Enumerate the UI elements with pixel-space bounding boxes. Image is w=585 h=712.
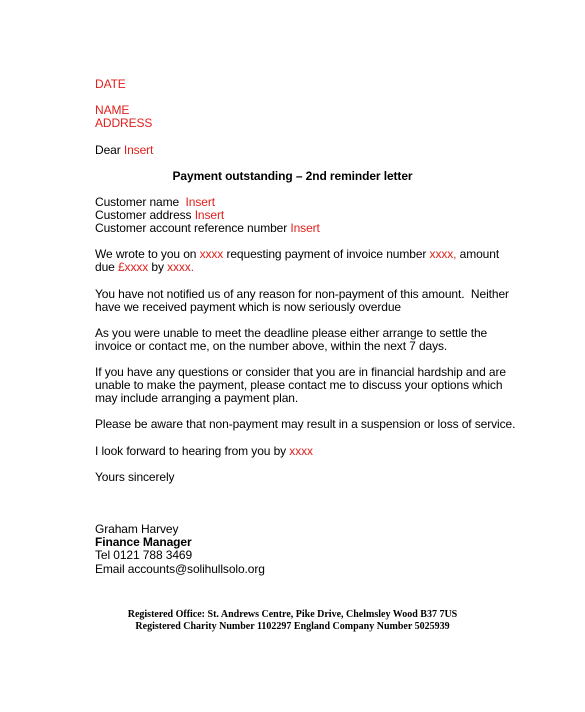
paragraph-6 — [95, 445, 313, 458]
date-placeholder: DATE — [95, 77, 126, 91]
p1-text-by: by — [148, 260, 168, 274]
paragraph-4-line-3: may include arranging a payment plan. — [95, 391, 299, 405]
customer-ref-insert: Insert — [290, 221, 320, 235]
closing: Yours sincerely — [95, 470, 175, 484]
p1-text-e: amount — [456, 247, 500, 261]
p6-date-insert: xxxx — [289, 444, 313, 458]
customer-ref-label: Customer account reference number — [95, 221, 291, 235]
paragraph-4-line-2: unable to make the payment, please contact me to discuss your options which — [95, 378, 503, 392]
p1-date-insert: xxxx — [199, 247, 224, 261]
p1-amount-insert: £xxxx — [117, 260, 149, 274]
address-placeholder: ADDRESS — [95, 116, 153, 130]
name-placeholder: NAME — [95, 103, 130, 117]
footer-registration-numbers: Registered Charity Number 1102297 England Company Number 5025939 — [135, 621, 450, 632]
paragraph-5: Please be aware that non-payment may result in a suspension or loss of service. — [95, 417, 516, 431]
signature-tel: Tel 0121 788 3469 — [95, 548, 193, 562]
paragraph-3-line-1: As you were unable to meet the deadline please either arrange to settle the — [95, 326, 488, 340]
customer-name-insert: Insert — [185, 195, 215, 209]
paragraph-3-line-2: invoice or contact me, on the number above, within the next 7 days. — [95, 339, 448, 353]
greeting-insert: Insert — [123, 143, 154, 157]
paragraph-2-line-1: You have not notified us of any reason for non-payment of this amount. Neither — [95, 287, 509, 301]
p6-text: I look forward to hearing from you by — [95, 444, 290, 458]
greeting-text: Dear — [95, 143, 124, 157]
paragraph-2-line-2: have we received payment which is now seriously overdue — [95, 300, 401, 314]
customer-address-insert: Insert — [194, 208, 225, 222]
paragraph-1-line-2 — [95, 261, 194, 274]
signature-title: Finance Manager — [95, 535, 192, 549]
greeting — [95, 144, 153, 157]
customer-address-label: Customer address — [95, 208, 195, 222]
signature-email: Email accounts@solihullsolo.org — [95, 562, 265, 576]
p1-due-date-insert: xxxx. — [167, 260, 194, 274]
customer-ref-line — [95, 222, 320, 235]
signature-name: Graham Harvey — [95, 522, 179, 536]
p1-text-a: We wrote to you on — [95, 247, 200, 261]
paragraph-4-line-1: If you have any questions or consider that you are in financial hardship and are — [95, 365, 506, 379]
p1-text-c: requesting payment of invoice number — [223, 247, 430, 261]
customer-name-label: Customer name — [95, 195, 186, 209]
footer-registered-office: Registered Office: St. Andrews Centre, Pike Drive, Chelmsley Wood B37 7US — [127, 609, 458, 620]
letter-title: Payment outstanding – 2nd reminder letter — [172, 169, 413, 183]
p1-text-due: due — [95, 260, 118, 274]
p1-invoice-insert: xxxx, — [429, 247, 457, 261]
